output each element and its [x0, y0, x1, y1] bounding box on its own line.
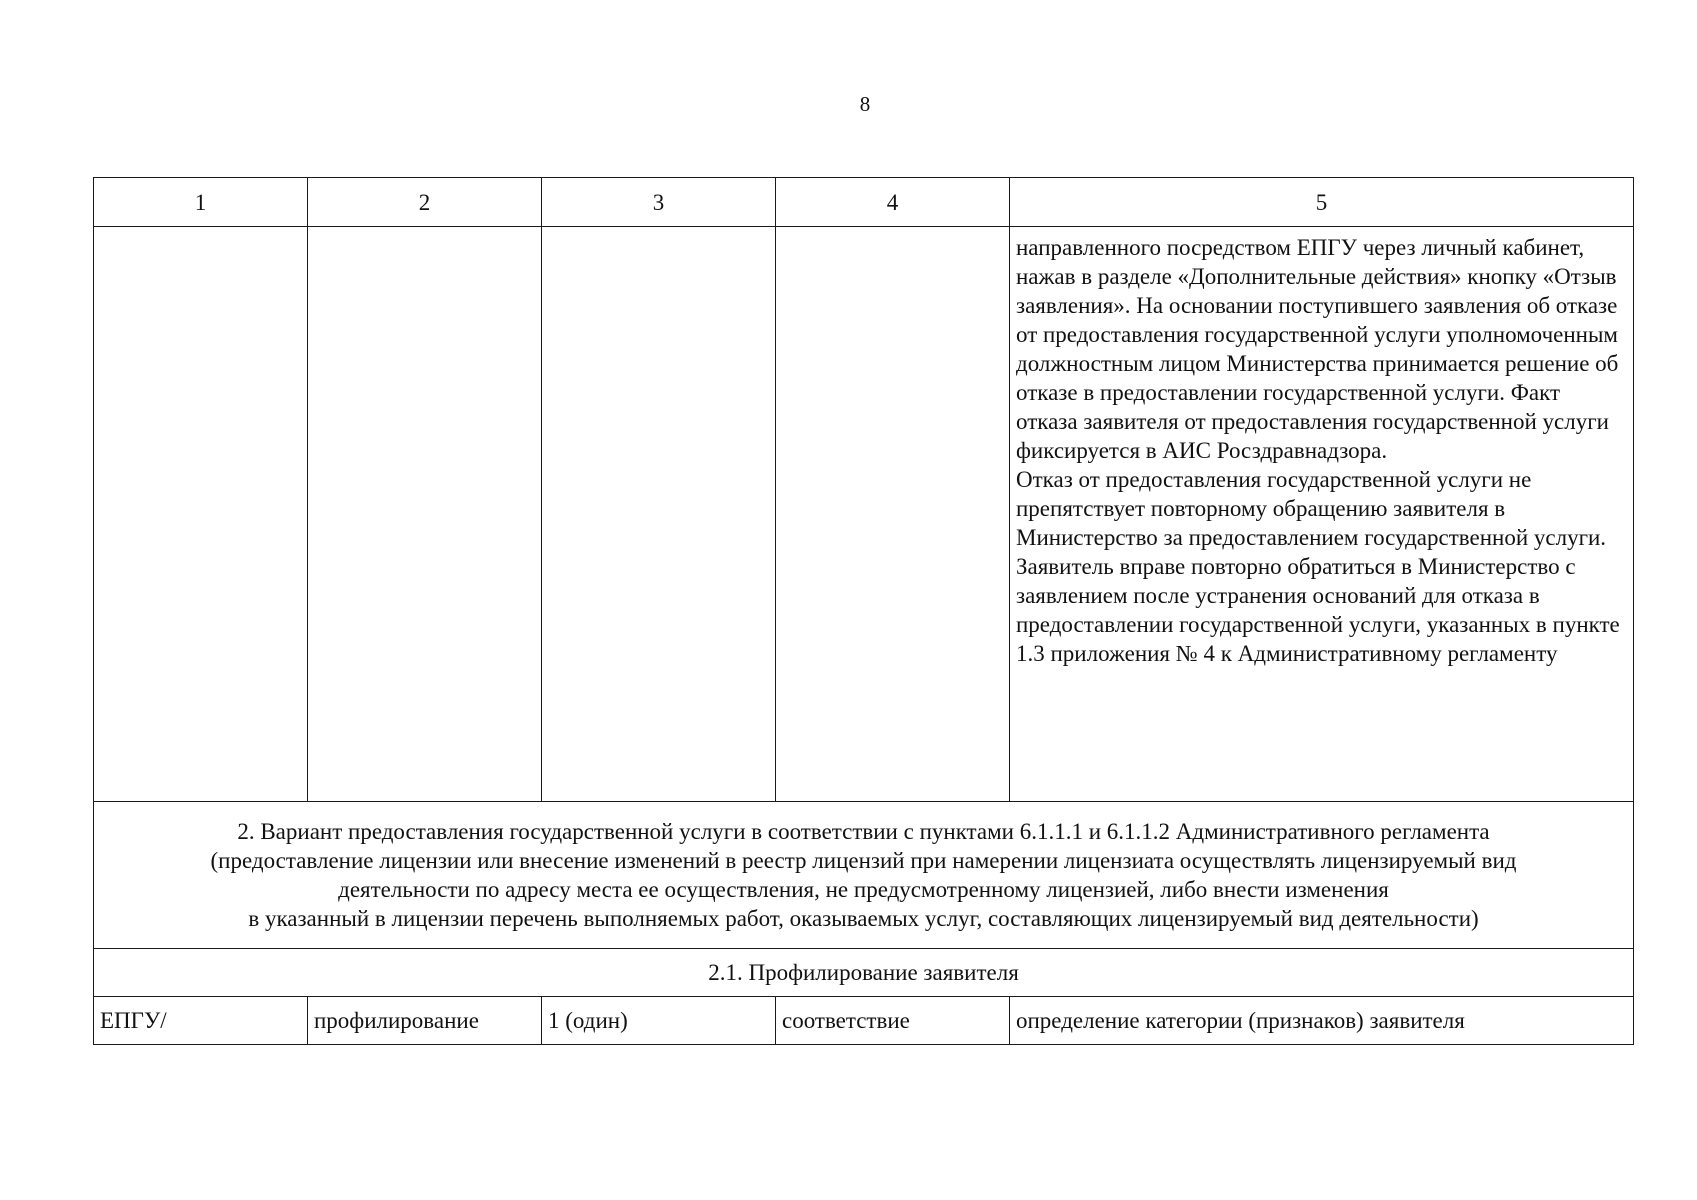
- page-number: 8: [859, 92, 871, 116]
- table-cell-col1: ЕПГУ/: [94, 997, 308, 1045]
- table-header-row: [94, 178, 1634, 227]
- column-header-1: 1: [94, 178, 308, 227]
- paragraph-withdrawal: направленного посредством ЕПГУ через личный кабинет, нажав в разделе «Дополнительные действия» кнопку «Отзыв заявления». На основании поступившего заявления об отказе от предоставления государственной услуги уполномоченным должностным лицом Министерства принимается решение об отказе в предоставлении государственной услуги. Факт отказа заявителя от предоставления государственной услуги фиксируется в АИС Росздравнадзора.: [1016, 235, 1619, 463]
- section-heading-line-4: в указанный в лицензии перечень выполняемых работ, оказываемых услуг, составляющих лицензируемый вид деятельности): [248, 906, 1479, 931]
- document-table: [93, 177, 1634, 1045]
- table-cell-col4: [776, 227, 1010, 802]
- table-cell-col4: соответствие: [776, 997, 1010, 1045]
- section-heading-line-1: 2. Вариант предоставления государственной услуги в соответствии с пунктами 6.1.1.1 и 6.1.1.2 Административного регламента: [237, 819, 1490, 844]
- column-header-5: 5: [1010, 178, 1634, 227]
- table-cell-col3: 1 (один): [542, 997, 776, 1045]
- table-cell-col1: [94, 227, 308, 802]
- section-heading-line-3: деятельности по адресу места ее осуществления, не предусмотренному лицензией, либо внести изменения: [338, 877, 1389, 902]
- column-header-3: 3: [542, 178, 776, 227]
- section-heading: [94, 802, 1634, 949]
- subsection-heading: 2.1. Профилирование заявителя: [94, 949, 1634, 997]
- column-header-2: 2: [308, 178, 542, 227]
- section-heading-row: [94, 802, 1634, 949]
- table-cell-col2: профилирование: [308, 997, 542, 1045]
- table-cell-col3: [542, 227, 776, 802]
- paragraph-reapply: Заявитель вправе повторно обратиться в Министерство с заявлением после устранения оснований для отказа в предоставлении государственной услуги, указанных в пункте 1.3 приложения № 4 к Административному регламенту: [1016, 554, 1620, 666]
- paragraph-refusal-no-obstacle: Отказ от предоставления государственной услуги не препятствует повторному обращению заявителя в Министерство за предоставлением государственной услуги.: [1016, 467, 1607, 550]
- table-row: [94, 227, 1634, 802]
- section-heading-line-2: (предоставление лицензии или внесение изменений в реестр лицензий при намерении лицензиата осуществлять лицензируемый вид: [210, 848, 1517, 873]
- subsection-heading-row: [94, 949, 1634, 997]
- table-cell-col2: [308, 227, 542, 802]
- table-row: [94, 997, 1634, 1045]
- column-header-4: 4: [776, 178, 1010, 227]
- table-cell-col5: [1010, 227, 1634, 802]
- table-cell-col5: определение категории (признаков) заявителя: [1010, 997, 1634, 1045]
